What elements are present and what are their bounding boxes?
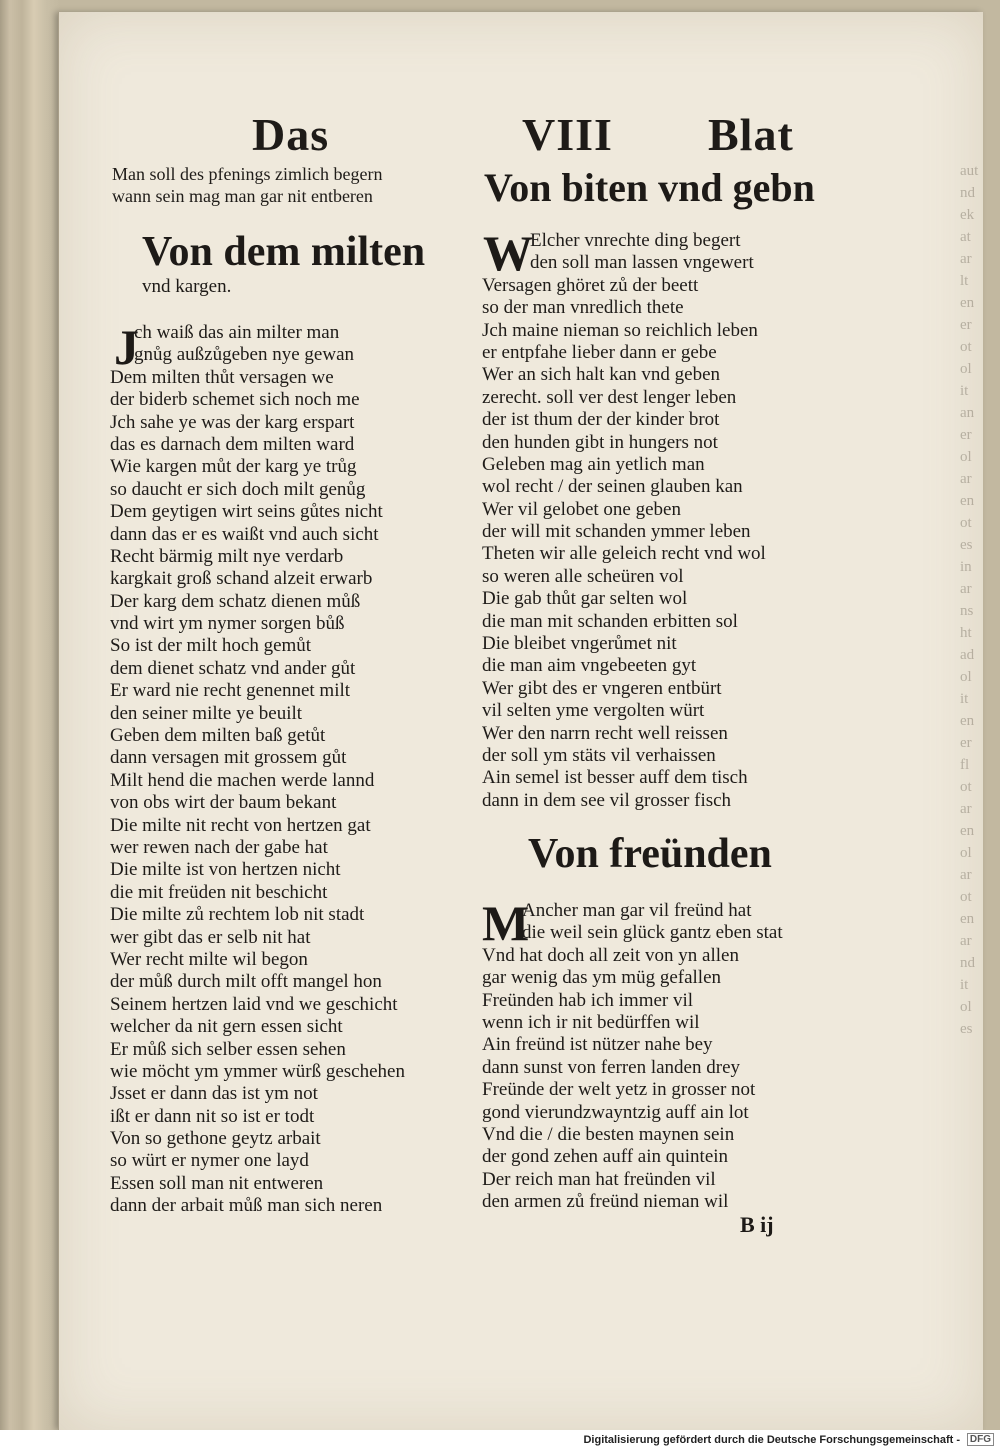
verse-line: der gond zehen auff ain quintein (482, 1146, 729, 1168)
verse-line: Geben dem milten baß getůt (110, 725, 326, 747)
verse-line: Recht bärmig milt nye verdarb (110, 545, 344, 567)
verse-line: Ancher man gar vil freünd hat (522, 900, 752, 921)
verse-line: dann das er es waißt vnd auch sicht (110, 523, 379, 545)
verse-line: Wer den narrn recht well reissen (482, 722, 728, 744)
verse-line: Von so gethone geytz arbait (110, 1128, 321, 1150)
verse-line: gnůg außzůgeben nye gewan (134, 344, 355, 366)
left-verse-block (110, 319, 405, 1218)
verse-line: Die milte zů rechtem lob nit stadt (110, 904, 365, 926)
verse-line: Wer gibt des er vngeren entbürt (482, 677, 722, 699)
verse-line: dann sunst von ferren landen drey (482, 1056, 741, 1078)
header-right: Blat (708, 109, 794, 160)
verse-line: Dem milten thůt versagen we (110, 366, 334, 388)
verse-line: wenn ich ir nit bedürffen wil (482, 1011, 700, 1033)
verse-line: die weil sein glück gantz eben stat (522, 922, 783, 944)
verse-line: Wer recht milte wil begon (110, 948, 308, 970)
header-left: Das (252, 109, 330, 160)
verse-line: der will mit schanden ymmer leben (482, 521, 751, 543)
verse-line: ch waiß das ain milter man (134, 322, 340, 343)
verse-line: Der karg dem schatz dienen můß (110, 590, 361, 612)
verse-line: von obs wirt der baum bekant (110, 792, 337, 814)
verse-line: welcher da nit gern essen sicht (110, 1016, 343, 1038)
verse-line: so weren alle scheüren vol (482, 565, 684, 587)
section-heading-milten: Von dem milten (142, 229, 426, 275)
verse-line: Die milte ist von hertzen nicht (110, 859, 341, 881)
right-verse-block-1 (482, 225, 766, 812)
verse-line: so würt er nymer one layd (110, 1150, 309, 1172)
verse-line: Essen soll man nit entweren (110, 1172, 324, 1194)
verse-line: So ist der milt hoch gemůt (110, 635, 312, 657)
verse-line: wer rewen nach der gabe hat (110, 836, 328, 858)
verse-line: Wer an sich halt kan vnd geben (482, 364, 721, 386)
verse-line: vnd wirt ym nymer sorgen bůß (110, 613, 345, 635)
signature-mark: B ij (740, 1212, 774, 1237)
verse-line: kargkait groß schand alzeit erwarb (110, 568, 373, 590)
verse-line: gar wenig das ym müg gefallen (482, 967, 722, 989)
verse-line: so daucht er sich doch milt genůg (110, 478, 366, 500)
verse-line: den soll man lassen vngewert (530, 252, 754, 274)
verse-line: dem dienet schatz vnd ander gůt (110, 657, 356, 679)
verse-line: zerecht. soll ver dest lenger leben (482, 386, 737, 408)
verse-line: Die gab thůt gar selten wol (482, 588, 688, 610)
intro-line: Man soll des pfenings zimlich begern (112, 164, 383, 184)
verse-line: der soll ym stäts vil verhaissen (482, 744, 716, 766)
verse-line: Vnd hat doch all zeit von yn allen (482, 944, 739, 966)
verse-line: Versagen ghöret zů der beett (482, 274, 699, 296)
section-heading-biten: Von biten vnd gebn (484, 165, 815, 210)
verse-line: Er můß sich selber essen sehen (110, 1038, 346, 1060)
verse-line: dann versagen mit grossem gůt (110, 747, 347, 769)
verse-line: Er ward nie recht genennet milt (110, 680, 351, 702)
verse-line: Wie kargen můt der karg ye trůg (110, 456, 357, 478)
left-intro (112, 163, 382, 208)
right-verse-block-2 (482, 895, 783, 1213)
verse-line: den hunden gibt in hungers not (482, 431, 718, 453)
dropcap-w: W (483, 225, 533, 281)
verse-line: er entpfahe lieber dann er gebe (482, 341, 717, 363)
digitization-footer (0, 1430, 1000, 1451)
verse-line: dann in dem see vil grosser fisch (482, 789, 732, 811)
verse-line: Ain freünd ist nützer nahe bey (482, 1034, 713, 1056)
verse-line: die man aim vngebeeten gyt (482, 655, 697, 677)
verse-line: Die milte nit recht von hertzen gat (110, 814, 371, 836)
verse-line: Ain semel ist besser auff dem tisch (482, 767, 748, 789)
verse-line: der můß durch milt offt mangel hon (110, 971, 382, 993)
dropcap-m: M (482, 895, 530, 951)
verse-line: Jsset er dann das ist ym not (110, 1083, 318, 1105)
verse-line: Jch maine nieman so reichlich leben (482, 319, 758, 341)
verse-line: Seinem hertzen laid vnd we geschicht (110, 993, 398, 1015)
header-folio: VIII (522, 109, 613, 160)
verse-line: das es darnach dem milten ward (110, 433, 355, 455)
verse-line: Jch sahe ye was der karg erspart (110, 411, 355, 433)
verse-line: Milt hend die machen werde lannd (110, 769, 375, 791)
verse-line: die man mit schanden erbitten sol (482, 610, 738, 632)
dropcap-j: J (114, 319, 139, 375)
verse-line: Die bleibet vngerůmet nit (482, 633, 677, 655)
verse-line: Geleben mag ain yetlich man (482, 453, 705, 475)
verse-line: Theten wir alle geleich recht vnd wol (482, 543, 766, 565)
footer-credit: Digitalisierung gefördert durch die Deutsche Forschungsgemeinschaft - (583, 1434, 960, 1446)
verse-line: Der reich man hat freünden vil (482, 1168, 716, 1190)
verse-line: der ist thum der der kinder brot (482, 409, 720, 431)
adjacent-page-bleed: aut nd ek at ar lt en er ot ol it an er ol ar en ot es in ar ns ht ad ol it en er fl ot ar en ol ar ot en ar nd it ol es (960, 163, 979, 1037)
verse-line: gond vierundzwayntzig auff ain lot (482, 1101, 749, 1123)
verse-line: der biderb schemet sich noch me (110, 389, 360, 411)
verse-line: ißt er dann nit so ist er todt (110, 1105, 315, 1127)
verse-line: den armen zů freünd nieman wil (482, 1191, 729, 1213)
intro-line: wann sein mag man gar nit entberen (112, 186, 373, 207)
verse-line: Vnd die / die besten maynen sein (482, 1123, 735, 1145)
verse-line: so der man vnredlich thete (482, 297, 684, 319)
verse-line: wer gibt das er selb nit hat (110, 926, 311, 948)
section-subheading: vnd kargen. (142, 276, 232, 297)
verse-line: Freünden hab ich immer vil (482, 989, 694, 1011)
verse-line: den seiner milte ye beuilt (110, 702, 303, 724)
verse-line: wol recht / der seinen glauben kan (482, 476, 743, 498)
verse-line: dann der arbait můß man sich neren (110, 1195, 383, 1217)
verse-line: Dem geytigen wirt seins gůtes nicht (110, 501, 383, 523)
dfg-logo: DFG (967, 1433, 994, 1446)
verse-line: Wer vil gelobet one geben (482, 498, 681, 520)
verse-line: wie möcht ym ymmer würß geschehen (110, 1060, 405, 1082)
verse-line: Freünde der welt yetz in grosser not (482, 1079, 756, 1101)
verse-line: die mit freüden nit beschicht (110, 881, 328, 903)
section-heading-freunden: Von freünden (528, 831, 772, 877)
verse-line: vil selten yme vergolten würt (482, 700, 705, 722)
verse-line: Elcher vnrechte ding begert (530, 230, 741, 251)
